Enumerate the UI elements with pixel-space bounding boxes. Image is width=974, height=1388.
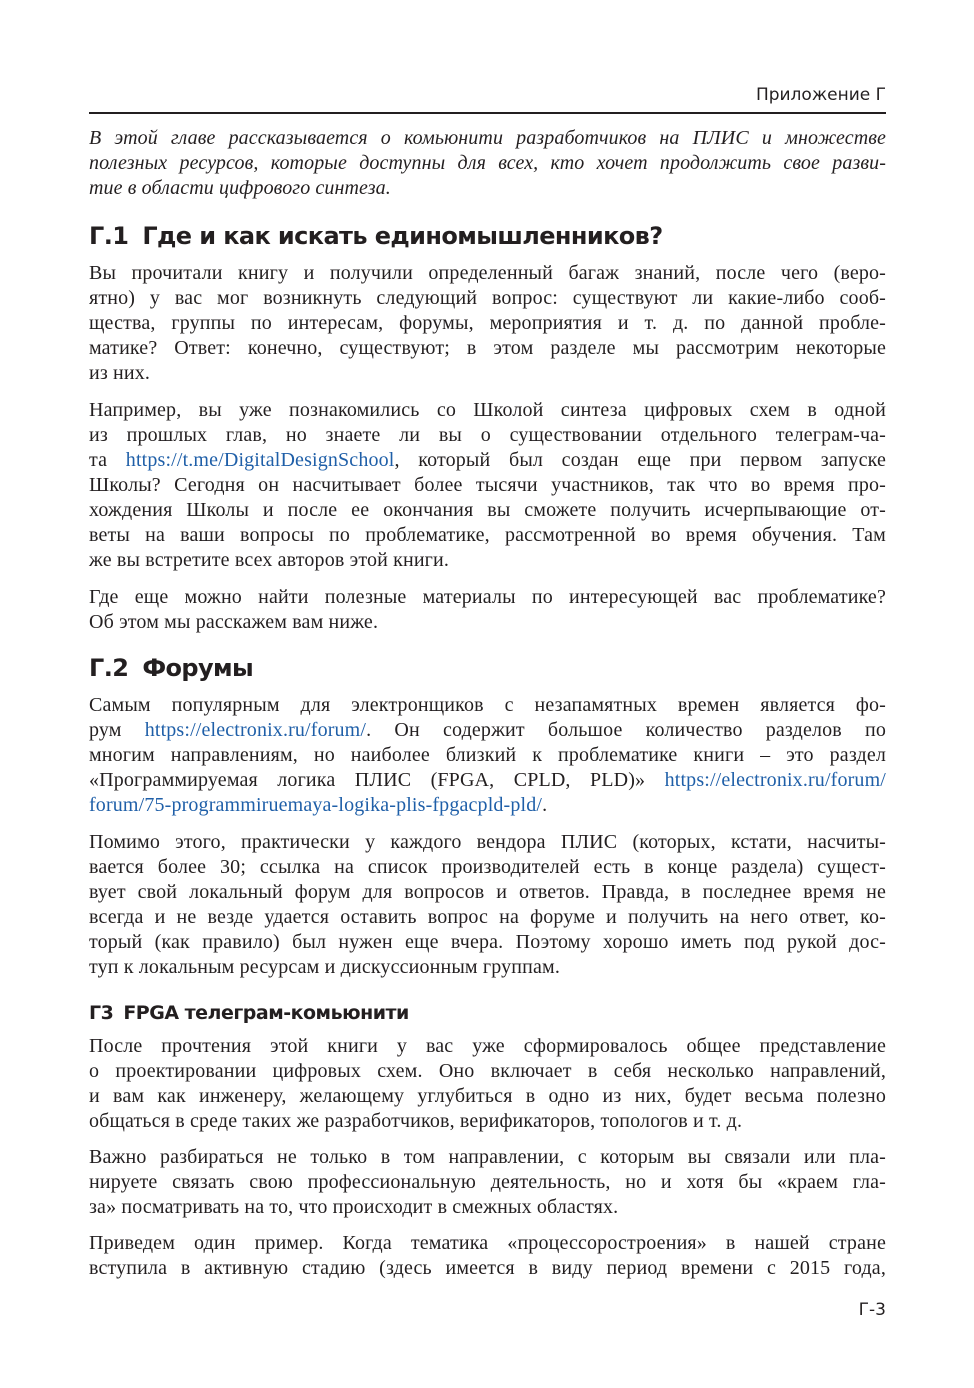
hyperlink[interactable]: https://t.me/DigitalDesignSchool bbox=[125, 449, 395, 471]
text-segment: веты на ваши вопросы по проблематике, рассмотренной во время обучения. Там bbox=[89, 524, 886, 546]
text-segment: полезных ресурсов, которые доступны для всех, кто хочет продолжить свое разви- bbox=[89, 152, 886, 174]
hyperlink[interactable]: forum/75-programmiruemaya-logika-plis-fpgacpld-pld/ bbox=[89, 794, 543, 816]
text-segment: тие в области цифрового синтеза. bbox=[89, 177, 391, 199]
paragraph bbox=[89, 399, 886, 574]
section-number: Г3 bbox=[89, 1002, 114, 1024]
text-line bbox=[89, 337, 886, 362]
text-line bbox=[89, 449, 886, 474]
text-segment: Где еще можно найти полезные материалы по интересующей вас проблематике? bbox=[89, 586, 886, 608]
text-line bbox=[89, 177, 886, 202]
running-header: Приложение Г bbox=[755, 85, 886, 105]
text-segment: вступила в активную стадию (здесь имеется в виду период времени с 2015 года, bbox=[89, 1257, 886, 1279]
text-segment: Вы прочитали книгу и получили определенный багаж знаний, после чего (веро- bbox=[89, 262, 886, 284]
paragraph bbox=[89, 586, 886, 636]
text-segment: . Он содержит большое количество разделов по bbox=[366, 719, 886, 741]
text-line bbox=[89, 424, 886, 449]
text-segment: за» посматривать на то, что происходит в смежных областях. bbox=[89, 1196, 619, 1218]
text-segment: щества, группы по интересам, форумы, мероприятия и т. д. по данной пробле- bbox=[89, 312, 886, 334]
text-line bbox=[89, 1171, 886, 1196]
section-heading-g1 bbox=[89, 222, 663, 250]
text-line bbox=[89, 1257, 886, 1282]
text-segment: общаться в среде таких же разработчиков, верификаторов, топологов и т. д. bbox=[89, 1110, 743, 1132]
text-segment: матике? Ответ: конечно, существуют; в этом разделе мы рассмотрим некоторые bbox=[89, 337, 886, 359]
text-line bbox=[89, 1035, 886, 1060]
text-line bbox=[89, 611, 886, 636]
section-number: Г.2 bbox=[89, 654, 129, 682]
text-line bbox=[89, 719, 886, 744]
section-number: Г.1 bbox=[89, 222, 129, 250]
text-line bbox=[89, 586, 886, 611]
text-line bbox=[89, 694, 886, 719]
hyperlink[interactable]: https://electronix.ru/forum/ bbox=[664, 769, 886, 791]
paragraph bbox=[89, 262, 886, 387]
text-segment: из них. bbox=[89, 362, 151, 384]
text-segment: «Программируемая логика ПЛИС (FPGA, CPLD, PLD)» bbox=[89, 769, 665, 791]
text-line bbox=[89, 956, 886, 981]
text-segment: хождения Школы и после ее окончания вы сможете получить исчерпывающие от- bbox=[89, 499, 886, 521]
text-segment: же вы встретите всех авторов этой книги. bbox=[89, 549, 450, 571]
text-segment: Самым популярным для электронщиков с незапамятных времен является фо- bbox=[89, 694, 886, 716]
text-segment: та bbox=[89, 449, 126, 471]
text-line bbox=[89, 262, 886, 287]
text-segment: Например, вы уже познакомились со Школой синтеза цифровых схем в одной bbox=[89, 399, 886, 421]
section-title: Форумы bbox=[142, 654, 254, 682]
text-segment: Помимо этого, практически у каждого вендора ПЛИС (которых, кстати, насчиты- bbox=[89, 831, 886, 853]
paragraph bbox=[89, 694, 886, 819]
text-line bbox=[89, 794, 886, 819]
page-number: Г-3 bbox=[858, 1300, 886, 1320]
text-line bbox=[89, 127, 886, 152]
text-segment: туп к локальным ресурсам и дискуссионным группам. bbox=[89, 956, 560, 978]
section-title: Где и как искать единомышленников? bbox=[142, 222, 663, 250]
text-line bbox=[89, 831, 886, 856]
text-line bbox=[89, 312, 886, 337]
text-segment: Приведем один пример. Когда тематика «процессоростроения» в нашей стране bbox=[89, 1232, 886, 1254]
text-segment: многим направлениям, но наиболее близкий к проблематике книги – это раздел bbox=[89, 744, 886, 766]
text-line bbox=[89, 152, 886, 177]
text-line bbox=[89, 1110, 886, 1135]
text-segment: из прошлых глав, но знаете ли вы о существовании отдельного телеграм-ча- bbox=[89, 424, 886, 446]
text-line bbox=[89, 399, 886, 424]
paragraph bbox=[89, 1035, 886, 1135]
text-line bbox=[89, 1146, 886, 1171]
section-title: FPGA телеграм-комьюнити bbox=[123, 1002, 409, 1024]
text-segment: вует свой локальный форум для вопросов и ответов. Правда, в последнее время не bbox=[89, 881, 886, 903]
text-line bbox=[89, 769, 886, 794]
text-segment: ятно) у вас мог возникнуть следующий вопрос: существуют ли какие-либо сооб- bbox=[89, 287, 886, 309]
text-segment: вается более 30; ссылка на список производителей есть в конце раздела) сущест- bbox=[89, 856, 886, 878]
chapter-intro bbox=[89, 127, 886, 202]
text-segment: После прочтения этой книги у вас уже сформировалось общее представление bbox=[89, 1035, 886, 1057]
text-segment: Школы? Сегодня он насчитывает более тысячи участников, так что во время про- bbox=[89, 474, 886, 496]
text-line bbox=[89, 1060, 886, 1085]
paragraph bbox=[89, 831, 886, 981]
text-segment: торый (как правило) был нужен еще вчера. Поэтому хорошо иметь под рукой дос- bbox=[89, 931, 886, 953]
text-line bbox=[89, 1232, 886, 1257]
text-line bbox=[89, 549, 886, 574]
text-line bbox=[89, 524, 886, 549]
text-segment: Об этом мы расскажем вам ниже. bbox=[89, 611, 379, 633]
paragraph bbox=[89, 1232, 886, 1282]
paragraph bbox=[89, 1146, 886, 1221]
text-line bbox=[89, 1085, 886, 1110]
text-line bbox=[89, 856, 886, 881]
text-line bbox=[89, 906, 886, 931]
text-segment: рум bbox=[89, 719, 145, 741]
header-rule bbox=[89, 112, 886, 114]
text-segment: , который был создан еще при первом запуске bbox=[394, 449, 887, 471]
text-line bbox=[89, 881, 886, 906]
text-line bbox=[89, 1196, 886, 1221]
section-heading-g2 bbox=[89, 654, 253, 682]
text-line bbox=[89, 362, 886, 387]
text-segment: В этой главе рассказывается о комьюнити разработчиков на ПЛИС и множестве bbox=[89, 127, 886, 149]
hyperlink[interactable]: https://electronix.ru/forum/ bbox=[144, 719, 367, 741]
text-line bbox=[89, 744, 886, 769]
text-line bbox=[89, 931, 886, 956]
text-segment: всегда и не везде удается оставить вопрос на форуме и получить на него ответ, ко- bbox=[89, 906, 886, 928]
text-line bbox=[89, 499, 886, 524]
section-heading-g3 bbox=[89, 1002, 409, 1024]
text-line bbox=[89, 287, 886, 312]
text-line bbox=[89, 474, 886, 499]
text-segment: . bbox=[542, 794, 548, 816]
text-segment: и вам как инженеру, желающему углубиться в одно из них, будет весьма полезно bbox=[89, 1085, 886, 1107]
text-segment: Важно разбираться не только в том направлении, с которым вы связали или пла- bbox=[89, 1146, 886, 1168]
text-segment: о проектировании цифровых схем. Оно включает в себя несколько направлений, bbox=[89, 1060, 886, 1082]
text-segment: нируете связать свою профессиональную деятельность, но и хотя бы «краем гла- bbox=[89, 1171, 886, 1193]
